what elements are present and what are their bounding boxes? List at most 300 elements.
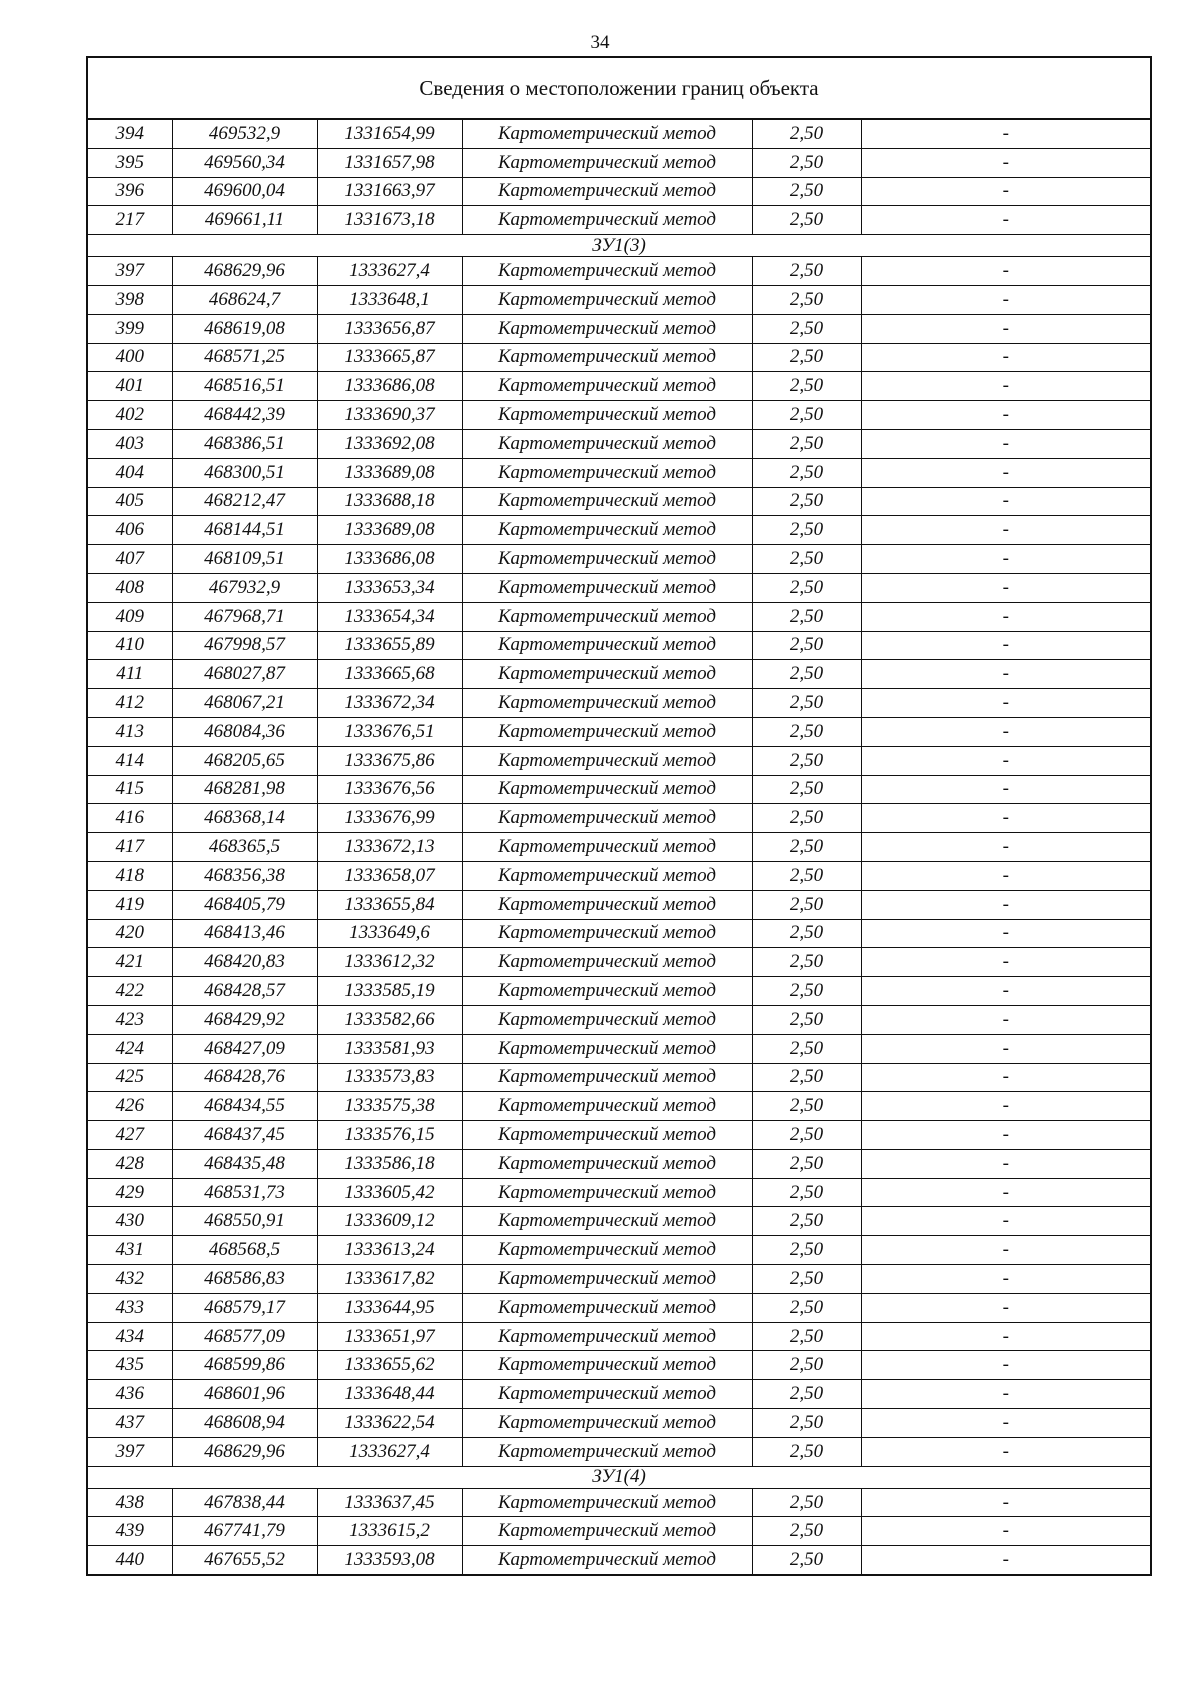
x-coordinate-cell: 468442,39 (172, 401, 317, 430)
x-coordinate-cell: 468599,86 (172, 1351, 317, 1380)
table-row (87, 1409, 1151, 1438)
method-cell: Картометрический метод (462, 343, 752, 372)
point-number-cell: 413 (87, 717, 172, 746)
description-cell: - (861, 1149, 1151, 1178)
table-row (87, 977, 1151, 1006)
x-coordinate-cell: 468629,96 (172, 257, 317, 286)
accuracy-cell: 2,50 (752, 1121, 861, 1150)
y-coordinate-cell: 1333617,82 (317, 1265, 462, 1294)
accuracy-cell: 2,50 (752, 257, 861, 286)
point-number-cell: 398 (87, 285, 172, 314)
point-number-cell: 404 (87, 458, 172, 487)
method-cell: Картометрический метод (462, 861, 752, 890)
point-number-cell: 407 (87, 545, 172, 574)
description-cell: - (861, 148, 1151, 177)
y-coordinate-cell: 1333637,45 (317, 1488, 462, 1517)
method-cell: Картометрический метод (462, 458, 752, 487)
y-coordinate-cell: 1331673,18 (317, 206, 462, 235)
x-coordinate-cell: 469600,04 (172, 177, 317, 206)
method-cell: Картометрический метод (462, 257, 752, 286)
y-coordinate-cell: 1333665,68 (317, 660, 462, 689)
description-cell: - (861, 177, 1151, 206)
description-cell: - (861, 948, 1151, 977)
y-coordinate-cell: 1333622,54 (317, 1409, 462, 1438)
accuracy-cell: 2,50 (752, 948, 861, 977)
method-cell: Картометрический метод (462, 660, 752, 689)
point-number-cell: 408 (87, 573, 172, 602)
description-cell: - (861, 1207, 1151, 1236)
description-cell: - (861, 746, 1151, 775)
accuracy-cell: 2,50 (752, 1178, 861, 1207)
y-coordinate-cell: 1333689,08 (317, 516, 462, 545)
x-coordinate-cell: 468144,51 (172, 516, 317, 545)
y-coordinate-cell: 1333655,89 (317, 631, 462, 660)
method-cell: Картометрический метод (462, 573, 752, 602)
description-cell: - (861, 1063, 1151, 1092)
table-row (87, 1207, 1151, 1236)
x-coordinate-cell: 468428,57 (172, 977, 317, 1006)
point-number-cell: 438 (87, 1488, 172, 1517)
description-cell: - (861, 919, 1151, 948)
accuracy-cell: 2,50 (752, 602, 861, 631)
accuracy-cell: 2,50 (752, 919, 861, 948)
y-coordinate-cell: 1333690,37 (317, 401, 462, 430)
method-cell: Картометрический метод (462, 775, 752, 804)
method-cell: Картометрический метод (462, 631, 752, 660)
point-number-cell: 421 (87, 948, 172, 977)
description-cell: - (861, 516, 1151, 545)
description-cell: - (861, 372, 1151, 401)
x-coordinate-cell: 467655,52 (172, 1546, 317, 1575)
point-number-cell: 412 (87, 689, 172, 718)
accuracy-cell: 2,50 (752, 890, 861, 919)
description-cell: - (861, 401, 1151, 430)
method-cell: Картометрический метод (462, 1437, 752, 1466)
table-row (87, 1063, 1151, 1092)
accuracy-cell: 2,50 (752, 660, 861, 689)
section-header-row (87, 235, 1151, 257)
table-row (87, 1546, 1151, 1575)
point-number-cell: 431 (87, 1236, 172, 1265)
table-row (87, 516, 1151, 545)
accuracy-cell: 2,50 (752, 516, 861, 545)
accuracy-cell: 2,50 (752, 285, 861, 314)
x-coordinate-cell: 468531,73 (172, 1178, 317, 1207)
table-row (87, 1005, 1151, 1034)
y-coordinate-cell: 1333573,83 (317, 1063, 462, 1092)
description-cell: - (861, 1178, 1151, 1207)
y-coordinate-cell: 1331663,97 (317, 177, 462, 206)
description-cell: - (861, 861, 1151, 890)
x-coordinate-cell: 468368,14 (172, 804, 317, 833)
y-coordinate-cell: 1333575,38 (317, 1092, 462, 1121)
point-number-cell: 411 (87, 660, 172, 689)
table-row (87, 401, 1151, 430)
table-row (87, 372, 1151, 401)
method-cell: Картометрический метод (462, 206, 752, 235)
method-cell: Картометрический метод (462, 1063, 752, 1092)
x-coordinate-cell: 468437,45 (172, 1121, 317, 1150)
table-row (87, 631, 1151, 660)
description-cell: - (861, 458, 1151, 487)
accuracy-cell: 2,50 (752, 1322, 861, 1351)
x-coordinate-cell: 467968,71 (172, 602, 317, 631)
point-number-cell: 415 (87, 775, 172, 804)
table-row (87, 1517, 1151, 1546)
y-coordinate-cell: 1333672,13 (317, 833, 462, 862)
point-number-cell: 433 (87, 1293, 172, 1322)
point-number-cell: 440 (87, 1546, 172, 1575)
method-cell: Картометрический метод (462, 285, 752, 314)
point-number-cell: 423 (87, 1005, 172, 1034)
description-cell: - (861, 1121, 1151, 1150)
x-coordinate-cell: 467741,79 (172, 1517, 317, 1546)
point-number-cell: 437 (87, 1409, 172, 1438)
point-number-cell: 401 (87, 372, 172, 401)
point-number-cell: 432 (87, 1265, 172, 1294)
table-title-row (87, 57, 1151, 119)
x-coordinate-cell: 468109,51 (172, 545, 317, 574)
accuracy-cell: 2,50 (752, 148, 861, 177)
x-coordinate-cell: 469532,9 (172, 119, 317, 148)
section-label: ЗУ1(3) (87, 235, 1151, 257)
accuracy-cell: 2,50 (752, 1437, 861, 1466)
x-coordinate-cell: 468586,83 (172, 1265, 317, 1294)
y-coordinate-cell: 1333581,93 (317, 1034, 462, 1063)
table-row (87, 775, 1151, 804)
description-cell: - (861, 1351, 1151, 1380)
x-coordinate-cell: 468205,65 (172, 746, 317, 775)
accuracy-cell: 2,50 (752, 206, 861, 235)
y-coordinate-cell: 1333612,32 (317, 948, 462, 977)
accuracy-cell: 2,50 (752, 833, 861, 862)
method-cell: Картометрический метод (462, 804, 752, 833)
table-row (87, 948, 1151, 977)
y-coordinate-cell: 1333676,51 (317, 717, 462, 746)
accuracy-cell: 2,50 (752, 631, 861, 660)
description-cell: - (861, 1488, 1151, 1517)
method-cell: Картометрический метод (462, 1293, 752, 1322)
x-coordinate-cell: 468413,46 (172, 919, 317, 948)
table-row (87, 1380, 1151, 1409)
table-row (87, 804, 1151, 833)
method-cell: Картометрический метод (462, 148, 752, 177)
table-row (87, 1034, 1151, 1063)
table-row (87, 1488, 1151, 1517)
table-row (87, 573, 1151, 602)
description-cell: - (861, 343, 1151, 372)
description-cell: - (861, 1034, 1151, 1063)
table-row (87, 919, 1151, 948)
section-header-row (87, 1466, 1151, 1488)
method-cell: Картометрический метод (462, 1409, 752, 1438)
table-row (87, 602, 1151, 631)
accuracy-cell: 2,50 (752, 689, 861, 718)
y-coordinate-cell: 1333627,4 (317, 1437, 462, 1466)
description-cell: - (861, 206, 1151, 235)
table-row (87, 833, 1151, 862)
y-coordinate-cell: 1333651,97 (317, 1322, 462, 1351)
x-coordinate-cell: 468435,48 (172, 1149, 317, 1178)
x-coordinate-cell: 468084,36 (172, 717, 317, 746)
y-coordinate-cell: 1333644,95 (317, 1293, 462, 1322)
point-number-cell: 397 (87, 257, 172, 286)
method-cell: Картометрический метод (462, 1351, 752, 1380)
description-cell: - (861, 573, 1151, 602)
table-row (87, 177, 1151, 206)
y-coordinate-cell: 1333686,08 (317, 372, 462, 401)
point-number-cell: 402 (87, 401, 172, 430)
method-cell: Картометрический метод (462, 1488, 752, 1517)
table-row (87, 1322, 1151, 1351)
x-coordinate-cell: 467998,57 (172, 631, 317, 660)
method-cell: Картометрический метод (462, 1121, 752, 1150)
description-cell: - (861, 285, 1151, 314)
description-cell: - (861, 833, 1151, 862)
x-coordinate-cell: 467932,9 (172, 573, 317, 602)
accuracy-cell: 2,50 (752, 746, 861, 775)
method-cell: Картометрический метод (462, 487, 752, 516)
point-number-cell: 399 (87, 314, 172, 343)
accuracy-cell: 2,50 (752, 1517, 861, 1546)
y-coordinate-cell: 1333655,62 (317, 1351, 462, 1380)
section-label: ЗУ1(4) (87, 1466, 1151, 1488)
description-cell: - (861, 689, 1151, 718)
table-row (87, 314, 1151, 343)
method-cell: Картометрический метод (462, 372, 752, 401)
table-row (87, 429, 1151, 458)
x-coordinate-cell: 467838,44 (172, 1488, 317, 1517)
accuracy-cell: 2,50 (752, 429, 861, 458)
point-number-cell: 403 (87, 429, 172, 458)
table-row (87, 861, 1151, 890)
accuracy-cell: 2,50 (752, 487, 861, 516)
description-cell: - (861, 1265, 1151, 1294)
point-number-cell: 396 (87, 177, 172, 206)
y-coordinate-cell: 1333649,6 (317, 919, 462, 948)
accuracy-cell: 2,50 (752, 119, 861, 148)
description-cell: - (861, 487, 1151, 516)
y-coordinate-cell: 1333605,42 (317, 1178, 462, 1207)
description-cell: - (861, 717, 1151, 746)
point-number-cell: 427 (87, 1121, 172, 1150)
method-cell: Картометрический метод (462, 177, 752, 206)
description-cell: - (861, 429, 1151, 458)
y-coordinate-cell: 1333692,08 (317, 429, 462, 458)
x-coordinate-cell: 468629,96 (172, 1437, 317, 1466)
table-row (87, 1149, 1151, 1178)
y-coordinate-cell: 1333613,24 (317, 1236, 462, 1265)
y-coordinate-cell: 1333615,2 (317, 1517, 462, 1546)
y-coordinate-cell: 1333665,87 (317, 343, 462, 372)
accuracy-cell: 2,50 (752, 1351, 861, 1380)
point-number-cell: 217 (87, 206, 172, 235)
x-coordinate-cell: 468300,51 (172, 458, 317, 487)
y-coordinate-cell: 1333648,1 (317, 285, 462, 314)
y-coordinate-cell: 1333656,87 (317, 314, 462, 343)
accuracy-cell: 2,50 (752, 1265, 861, 1294)
description-cell: - (861, 1409, 1151, 1438)
accuracy-cell: 2,50 (752, 573, 861, 602)
description-cell: - (861, 1517, 1151, 1546)
point-number-cell: 422 (87, 977, 172, 1006)
page-number: 34 (590, 32, 610, 53)
method-cell: Картометрический метод (462, 1546, 752, 1575)
description-cell: - (861, 1236, 1151, 1265)
description-cell: - (861, 890, 1151, 919)
method-cell: Картометрический метод (462, 833, 752, 862)
method-cell: Картометрический метод (462, 401, 752, 430)
method-cell: Картометрический метод (462, 1322, 752, 1351)
x-coordinate-cell: 468356,38 (172, 861, 317, 890)
description-cell: - (861, 775, 1151, 804)
x-coordinate-cell: 468577,09 (172, 1322, 317, 1351)
method-cell: Картометрический метод (462, 516, 752, 545)
accuracy-cell: 2,50 (752, 177, 861, 206)
description-cell: - (861, 631, 1151, 660)
description-cell: - (861, 1546, 1151, 1575)
point-number-cell: 429 (87, 1178, 172, 1207)
description-cell: - (861, 660, 1151, 689)
method-cell: Картометрический метод (462, 689, 752, 718)
point-number-cell: 418 (87, 861, 172, 890)
accuracy-cell: 2,50 (752, 1063, 861, 1092)
description-cell: - (861, 314, 1151, 343)
point-number-cell: 416 (87, 804, 172, 833)
point-number-cell: 397 (87, 1437, 172, 1466)
point-number-cell: 406 (87, 516, 172, 545)
accuracy-cell: 2,50 (752, 343, 861, 372)
description-cell: - (861, 257, 1151, 286)
method-cell: Картометрический метод (462, 119, 752, 148)
table-row (87, 545, 1151, 574)
y-coordinate-cell: 1333688,18 (317, 487, 462, 516)
x-coordinate-cell: 468601,96 (172, 1380, 317, 1409)
table-row (87, 119, 1151, 148)
y-coordinate-cell: 1333627,4 (317, 257, 462, 286)
table-row (87, 343, 1151, 372)
table-row (87, 890, 1151, 919)
x-coordinate-cell: 468027,87 (172, 660, 317, 689)
description-cell: - (861, 545, 1151, 574)
method-cell: Картометрический метод (462, 977, 752, 1006)
point-number-cell: 428 (87, 1149, 172, 1178)
y-coordinate-cell: 1333654,34 (317, 602, 462, 631)
method-cell: Картометрический метод (462, 948, 752, 977)
table-row (87, 285, 1151, 314)
table-row (87, 1265, 1151, 1294)
point-number-cell: 435 (87, 1351, 172, 1380)
table-row (87, 1351, 1151, 1380)
accuracy-cell: 2,50 (752, 1488, 861, 1517)
table-row (87, 487, 1151, 516)
table-row (87, 206, 1151, 235)
y-coordinate-cell: 1333655,84 (317, 890, 462, 919)
y-coordinate-cell: 1333676,99 (317, 804, 462, 833)
method-cell: Картометрический метод (462, 1236, 752, 1265)
table-row (87, 1121, 1151, 1150)
method-cell: Картометрический метод (462, 1265, 752, 1294)
y-coordinate-cell: 1333648,44 (317, 1380, 462, 1409)
point-number-cell: 417 (87, 833, 172, 862)
method-cell: Картометрический метод (462, 890, 752, 919)
point-number-cell: 424 (87, 1034, 172, 1063)
accuracy-cell: 2,50 (752, 861, 861, 890)
accuracy-cell: 2,50 (752, 372, 861, 401)
accuracy-cell: 2,50 (752, 1546, 861, 1575)
accuracy-cell: 2,50 (752, 1092, 861, 1121)
method-cell: Картометрический метод (462, 1178, 752, 1207)
point-number-cell: 409 (87, 602, 172, 631)
description-cell: - (861, 1437, 1151, 1466)
method-cell: Картометрический метод (462, 429, 752, 458)
point-number-cell: 414 (87, 746, 172, 775)
x-coordinate-cell: 468619,08 (172, 314, 317, 343)
method-cell: Картометрический метод (462, 717, 752, 746)
accuracy-cell: 2,50 (752, 717, 861, 746)
x-coordinate-cell: 468579,17 (172, 1293, 317, 1322)
x-coordinate-cell: 468420,83 (172, 948, 317, 977)
accuracy-cell: 2,50 (752, 804, 861, 833)
description-cell: - (861, 1005, 1151, 1034)
y-coordinate-cell: 1333609,12 (317, 1207, 462, 1236)
x-coordinate-cell: 468427,09 (172, 1034, 317, 1063)
point-number-cell: 420 (87, 919, 172, 948)
method-cell: Картометрический метод (462, 919, 752, 948)
boundary-coordinates-table (86, 56, 1152, 1576)
table-row (87, 746, 1151, 775)
x-coordinate-cell: 468550,91 (172, 1207, 317, 1236)
accuracy-cell: 2,50 (752, 1005, 861, 1034)
description-cell: - (861, 804, 1151, 833)
y-coordinate-cell: 1333689,08 (317, 458, 462, 487)
point-number-cell: 434 (87, 1322, 172, 1351)
point-number-cell: 405 (87, 487, 172, 516)
y-coordinate-cell: 1333676,56 (317, 775, 462, 804)
table-row (87, 1236, 1151, 1265)
accuracy-cell: 2,50 (752, 1293, 861, 1322)
x-coordinate-cell: 468365,5 (172, 833, 317, 862)
method-cell: Картометрический метод (462, 1005, 752, 1034)
table-row (87, 1178, 1151, 1207)
description-cell: - (861, 977, 1151, 1006)
description-cell: - (861, 1092, 1151, 1121)
table-row (87, 257, 1151, 286)
accuracy-cell: 2,50 (752, 1380, 861, 1409)
x-coordinate-cell: 468516,51 (172, 372, 317, 401)
table-row (87, 458, 1151, 487)
accuracy-cell: 2,50 (752, 401, 861, 430)
x-coordinate-cell: 468608,94 (172, 1409, 317, 1438)
method-cell: Картометрический метод (462, 1149, 752, 1178)
description-cell: - (861, 1380, 1151, 1409)
accuracy-cell: 2,50 (752, 314, 861, 343)
accuracy-cell: 2,50 (752, 775, 861, 804)
table-row (87, 148, 1151, 177)
accuracy-cell: 2,50 (752, 545, 861, 574)
y-coordinate-cell: 1331657,98 (317, 148, 462, 177)
x-coordinate-cell: 468405,79 (172, 890, 317, 919)
method-cell: Картометрический метод (462, 1034, 752, 1063)
method-cell: Картометрический метод (462, 1380, 752, 1409)
method-cell: Картометрический метод (462, 1092, 752, 1121)
y-coordinate-cell: 1333593,08 (317, 1546, 462, 1575)
point-number-cell: 430 (87, 1207, 172, 1236)
y-coordinate-cell: 1333686,08 (317, 545, 462, 574)
y-coordinate-cell: 1333653,34 (317, 573, 462, 602)
method-cell: Картометрический метод (462, 1207, 752, 1236)
y-coordinate-cell: 1333582,66 (317, 1005, 462, 1034)
